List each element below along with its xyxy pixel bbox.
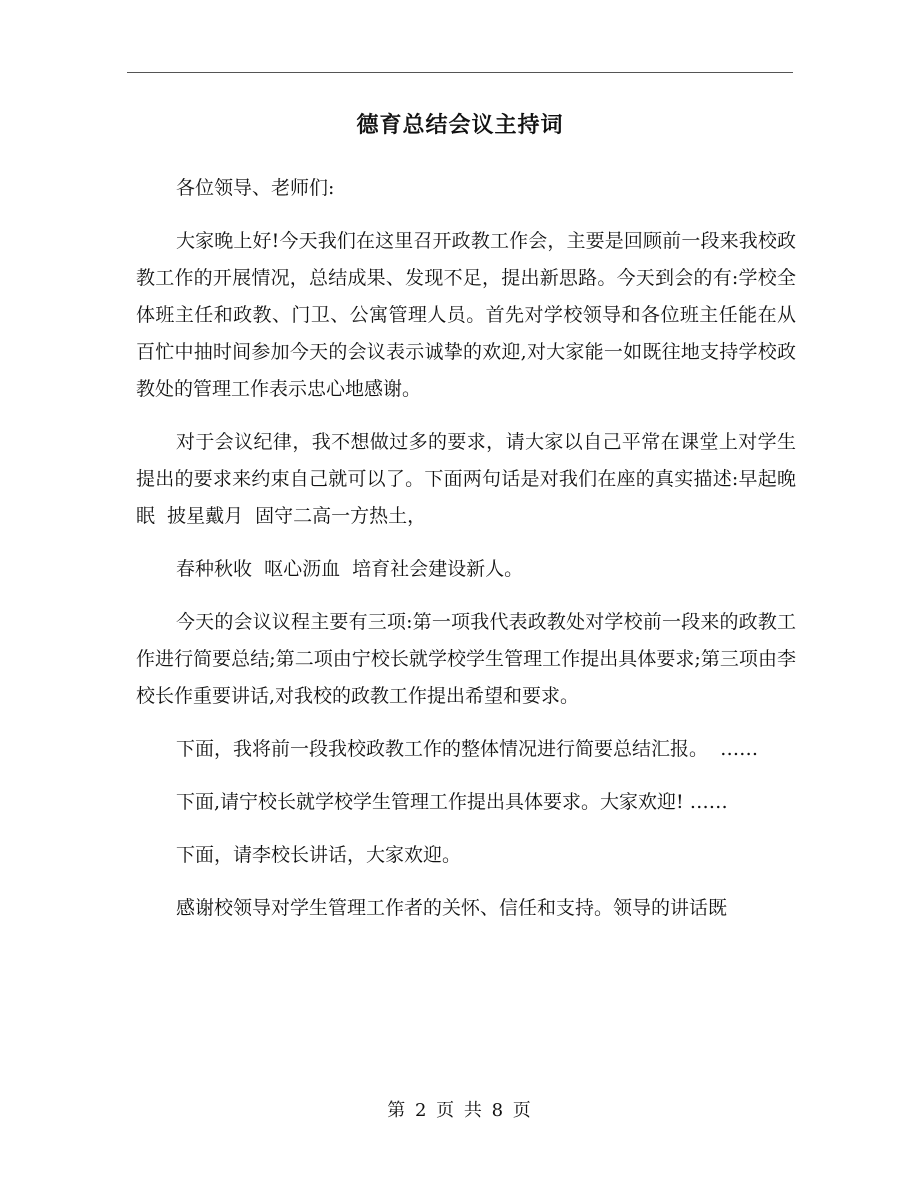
paragraph-opening: 大家晚上好!今天我们在这里召开政教工作会，主要是回顾前一段来我校政教工作的开展情况，总结成果、发现不足，提出新思路。今天到会的有:学校全体班主任和政教、门卫、公寓管理人员。首先对学校领导和各位班主任能在从百忙中抽时间参加今天的会议表示诚挚的欢迎,对大家能一如既往地支持学校政教处的管理工作表示忠心地感谢。 xyxy=(136,230,796,400)
paragraph-agenda: 今天的会议议程主要有三项:第一项我代表政教处对学校前一段来的政教工作进行简要总结;第二项由宁校长就学校学生管理工作提出具体要求;第三项由李校长作重要讲话,对我校的政教工作提出希望和要求。 xyxy=(136,611,796,707)
document-title: 德育总结会议主持词 xyxy=(356,113,564,138)
paragraph-greeting: 各位领导、老师们: xyxy=(176,177,335,199)
document-body xyxy=(136,170,796,943)
paragraph-principal-ning: 下面,请宁校长就学校学生管理工作提出具体要求。大家欢迎! …… xyxy=(176,791,728,813)
paragraph-principal-li: 下面，请李校长讲话，大家欢迎。 xyxy=(176,844,462,866)
paragraph-discipline: 对于会议纪律，我不想做过多的要求，请大家以自己平常在课堂上对学生提出的要求来约束自己就可以了。下面两句话是对我们在座的真实描述:早起晚眠 披星戴月 固守二高一方热土， xyxy=(136,431,796,527)
paragraph-summary: 下面，我将前一段我校政教工作的整体情况进行简要总结汇报。 …… xyxy=(176,738,759,760)
paragraph-thanks: 感谢校领导对学生管理工作者的关怀、信任和支持。领导的讲话既 xyxy=(176,897,728,919)
header-rule xyxy=(127,72,793,73)
paragraph-couplet: 春种秋收 呕心沥血 培育社会建设新人。 xyxy=(176,558,524,580)
page-number: 第 2 页 共 8 页 xyxy=(387,1100,533,1121)
